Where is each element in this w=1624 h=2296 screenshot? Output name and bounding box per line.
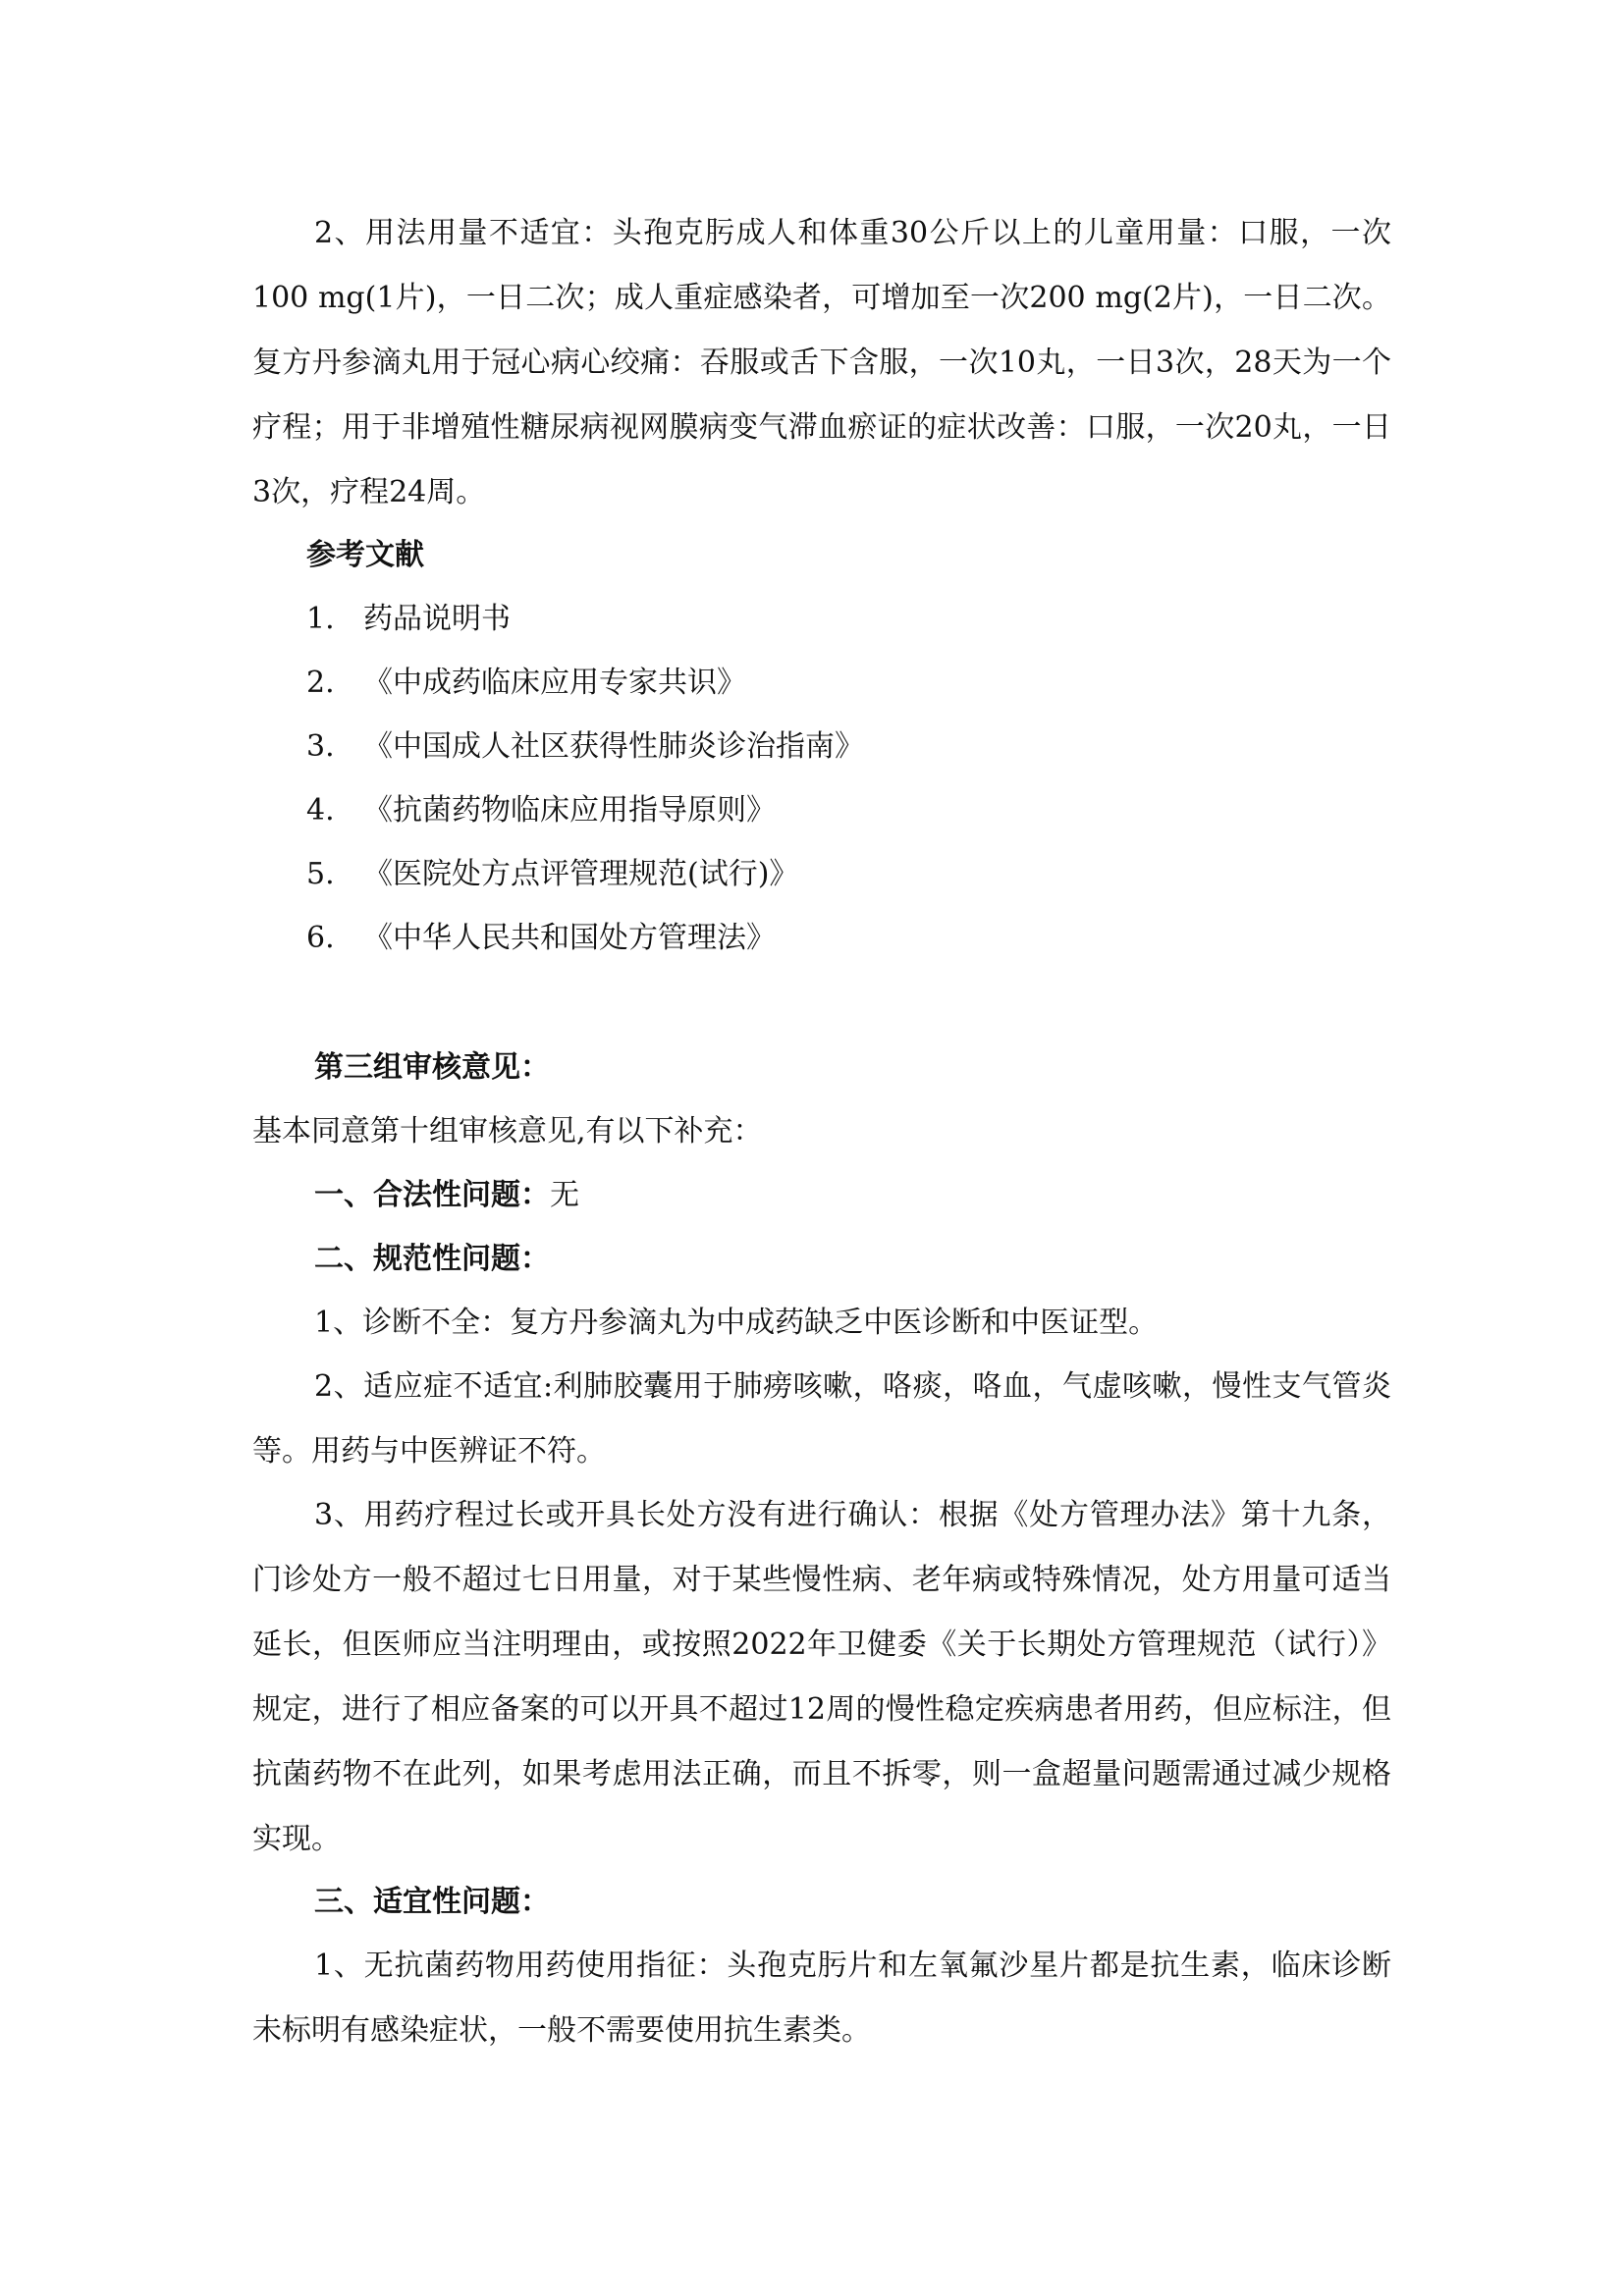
reference-text: 《抗菌药物临床应用指导原则》 <box>363 793 776 828</box>
legality-value: 无 <box>550 1178 579 1212</box>
reference-text: 《中国成人社区获得性肺炎诊治指南》 <box>363 729 864 764</box>
reference-text: 《医院处方点评管理规范(试行)》 <box>363 857 799 891</box>
suitability-heading: 三、适宜性问题： <box>314 1885 550 1919</box>
legality-label: 一、合法性问题： <box>314 1178 550 1212</box>
reference-item <box>306 906 776 971</box>
reference-item <box>306 778 776 843</box>
legality-heading <box>314 1163 579 1228</box>
standard-item-2: 2、适应症不适宜:利肺胶囊用于肺痨咳嗽，咯痰，咯血，气虚咳嗽，慢性支气管炎等。用药与中医辨证不符。 <box>252 1369 1391 1468</box>
reference-number: 4. <box>306 793 335 828</box>
reference-text: 药品说明书 <box>363 602 511 636</box>
reference-number: 3. <box>306 729 335 764</box>
references-heading: 参考文献 <box>306 538 424 572</box>
reference-item <box>306 587 511 652</box>
reference-item <box>306 715 864 779</box>
reference-number: 5. <box>306 857 335 891</box>
reference-text: 《中成药临床应用专家共识》 <box>363 666 746 700</box>
group3-intro: 基本同意第十组审核意见,有以下补充： <box>252 1114 763 1148</box>
group3-heading: 第三组审核意见： <box>314 1050 550 1085</box>
dosage-paragraph: 2、用法用量不适宜：头孢克肟成人和体重30公斤以上的儿童用量：口服，一次100 mg(1片)，一日二次；成人重症感染者，可增加至一次200 mg(2片)，一日二次。复方丹参滴丸用于冠心病心绞痛：吞服或舌下含服，一次10丸，一日3次，28天为一个疗程；用于非增殖性糖尿病视网膜病变气滞血瘀证的症状改善：口服，一次20丸，一日3次，疗程24周。 <box>252 216 1391 509</box>
reference-item <box>306 842 798 907</box>
reference-item <box>306 651 746 716</box>
reference-text: 《中华人民共和国处方管理法》 <box>363 921 776 955</box>
standard-item-3: 3、用药疗程过长或开具长处方没有进行确认：根据《处方管理办法》第十九条，门诊处方一般不超过七日用量，对于某些慢性病、老年病或特殊情况，处方用量可适当延长，但医师应当注明理由，或按照2022年卫健委《关于长期处方管理规范（试行）》规定，进行了相应备案的可以开具不超过12周的慢性稳定疾病患者用药，但应标注，但抗菌药物不在此列，如果考虑用法正确，而且不拆零，则一盒超量问题需通过减少规格实现。 <box>252 1498 1391 1856</box>
reference-number: 1. <box>306 602 335 636</box>
suitability-item-1: 1、无抗菌药物用药使用指征：头孢克肟片和左氧氟沙星片都是抗生素，临床诊断未标明有感染症状，一般不需要使用抗生素类。 <box>252 1949 1391 2048</box>
standard-item-1: 1、诊断不全：复方丹参滴丸为中成药缺乏中医诊断和中医证型。 <box>314 1306 1159 1340</box>
reference-number: 2. <box>306 666 335 700</box>
reference-number: 6. <box>306 921 335 955</box>
standard-heading: 二、规范性问题： <box>314 1242 550 1276</box>
